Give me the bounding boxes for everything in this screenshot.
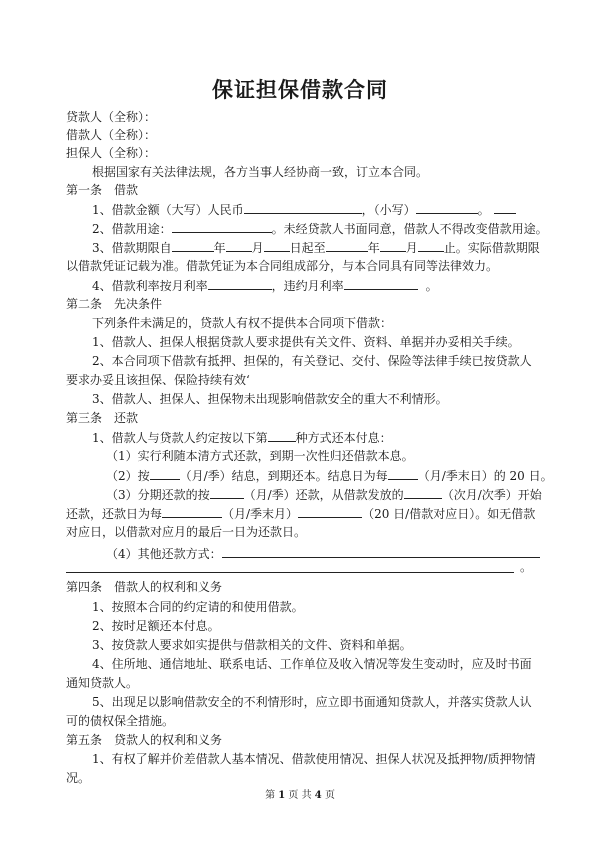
start-month-blank[interactable]	[226, 240, 252, 252]
art3-option1: （1）实行利随本清方式还款，到期一次性归还借款本息。	[106, 449, 414, 463]
document-title: 保证担保借款合同	[212, 77, 388, 102]
start-year-blank[interactable]	[172, 240, 214, 252]
loan-amount-figures-blank[interactable]	[416, 202, 478, 214]
art1-item3-continuation: 以借款凭证记载为准。借款凭证为本合同组成部分，与本合同具有同等法律效力。	[66, 259, 499, 273]
article-4-heading: 第四条 借款人的权利和义务	[66, 580, 223, 594]
loan-amount-words-blank[interactable]	[244, 202, 362, 214]
art1-item3-text-f: 月	[405, 241, 418, 255]
art2-item3: 3、借款人、担保人、担保物未出现影响借款安全的重大不利情形。	[92, 392, 448, 406]
borrower-party-line: 借款人（全称）：	[66, 128, 157, 142]
art3-option3-cont-text-c: （20 日/借款对应日）。如无借款	[362, 507, 536, 521]
art3-option3	[106, 487, 542, 502]
lender-party-line: 贷款人（全称）：	[66, 110, 157, 124]
art2-item2: 2、本合同项下借款有抵押、担保的，有关登记、交付、保险等法律手续已按贷款人	[92, 354, 532, 368]
art3-option3-continuation-2: 对应日，以借款对应月的最后一日为还款日。	[66, 525, 307, 539]
art1-item3-text-c: 月	[251, 241, 264, 255]
intro-paragraph: 根据国家有关法律法规，各方当事人经协商一致，订立本合同。	[92, 165, 429, 179]
art1-item1	[92, 202, 516, 217]
art3-option3-text-a: （3）分期还款的按	[106, 488, 210, 502]
art5-item1: 1、有权了解并价差借款人基本情况、借款使用情况、担保人状况及抵押物/质押物情	[92, 752, 536, 766]
art3-option2	[106, 468, 553, 483]
art1-item4-text-c: 。	[425, 279, 438, 293]
art5-item1-continuation: 况。	[66, 771, 91, 785]
repayment-day-blank[interactable]	[298, 506, 362, 518]
art1-item4	[92, 278, 438, 293]
art3-option4-end: 。	[520, 560, 533, 574]
art4-item5: 5、出现足以影响借款安全的不利情形时，应立即书面通知贷款人，并落实贷款人认	[92, 695, 532, 709]
art1-item3-text-e: 年	[367, 241, 380, 255]
loan-amount-decimal-blank[interactable]	[494, 202, 516, 214]
art4-item4: 4、住所地、通信地址、联系电话、工作单位及收入情况等发生变动时，应及时书面	[92, 657, 532, 671]
art3-option3-continuation	[66, 506, 535, 521]
art4-item1: 1、按照本合同的约定请的和使用借款。	[92, 600, 304, 614]
art3-item1-text-b: 种方式还本付息：	[295, 431, 392, 445]
total-page-count: 4	[314, 790, 322, 801]
end-month-blank[interactable]	[380, 240, 406, 252]
art1-item3	[92, 240, 540, 255]
start-day-blank[interactable]	[264, 240, 290, 252]
end-year-blank[interactable]	[326, 240, 368, 252]
default-rate-blank[interactable]	[344, 278, 418, 290]
art3-option3-cont-text-a: 还款，还款日为每	[66, 507, 163, 521]
art1-item3-text-b: 年	[213, 241, 226, 255]
current-page-number: 1	[278, 790, 286, 801]
loan-purpose-blank[interactable]	[172, 221, 272, 233]
article-3-heading: 第三条 还款	[66, 411, 139, 425]
art1-item3-text-d: 日起至	[289, 241, 326, 255]
end-day-blank[interactable]	[418, 240, 444, 252]
article-5-heading: 第五条 贷款人的权利和义务	[66, 733, 223, 747]
art4-item4-continuation: 通知贷款人。	[66, 676, 139, 690]
art2-lead: 下列条件未满足的，贷款人有权不提供本合同项下借款：	[92, 316, 393, 330]
repayment-day-period-blank[interactable]	[162, 506, 222, 518]
art1-item1-text-c: 。	[477, 203, 490, 217]
art1-item4-text-b: ，违约月利率	[271, 279, 344, 293]
interest-period-blank[interactable]	[150, 468, 180, 480]
art1-item3-text-a: 3、借款期限自	[92, 241, 172, 255]
article-1-heading: 第一条 借款	[66, 183, 139, 197]
art3-option3-cont-text-b: （月/季末月）	[222, 507, 299, 521]
page-footer	[0, 790, 600, 802]
other-method-blank-1[interactable]	[222, 546, 540, 558]
art3-option4-text: （4）其他还款方式：	[106, 547, 222, 561]
repayment-method-number-blank[interactable]	[268, 430, 296, 442]
footer-text-a: 第	[265, 790, 276, 801]
footer-text-b: 页 共	[288, 790, 312, 801]
article-2-heading: 第二条 先决条件	[66, 297, 163, 311]
art3-option2-text-a: （2）按	[106, 469, 150, 483]
art3-item1-text-a: 1、借款人与贷款人约定按以下第	[92, 431, 268, 445]
interest-day-period-blank[interactable]	[388, 468, 418, 480]
art4-item2: 2、按时足额还本付息。	[92, 619, 220, 633]
art1-item4-text-a: 4、借款利率按月利率	[92, 279, 208, 293]
art1-item2	[92, 221, 548, 236]
art2-item1: 1、借款人、担保人根据贷款人要求提供有关文件、资料、单据并办妥相关手续。	[92, 335, 520, 349]
art1-item3-text-g: 止。实际借款期限	[443, 241, 540, 255]
art1-item2-text-a: 2、借款用途：	[92, 222, 172, 236]
art3-option4	[106, 546, 540, 561]
art4-item5-continuation: 可的债权保全措施。	[66, 714, 175, 728]
art3-item1	[92, 430, 392, 445]
installment-start-blank[interactable]	[404, 487, 442, 499]
art1-item2-text-b: 。未经贷款人书面同意，借款人不得改变借款用途。	[271, 222, 548, 236]
installment-period-blank[interactable]	[210, 487, 244, 499]
art1-item1-text-a: 1、借款金额（大写）人民币	[92, 203, 244, 217]
art3-option2-text-b: （月/季）结息，到期还本。结息日为每	[179, 469, 388, 483]
art3-option2-text-c: （月/季末日）的 20 日。	[417, 469, 553, 483]
other-method-blank-2[interactable]	[66, 572, 514, 573]
footer-text-c: 页	[324, 790, 335, 801]
monthly-rate-blank[interactable]	[208, 278, 272, 290]
guarantor-party-line: 担保人（全称）：	[66, 146, 157, 160]
art2-item2-continuation: 要求办妥且该担保、保险持续有效‘	[66, 373, 250, 387]
art1-item1-text-b: ，（小写）	[361, 203, 416, 217]
art4-item3: 3、按贷款人要求如实提供与借款相关的文件、资料和单据。	[92, 638, 412, 652]
art3-option3-text-b: （月/季）还款，从借款发放的	[243, 488, 404, 502]
art3-option3-text-c: （次月/次季）开始	[441, 488, 542, 502]
